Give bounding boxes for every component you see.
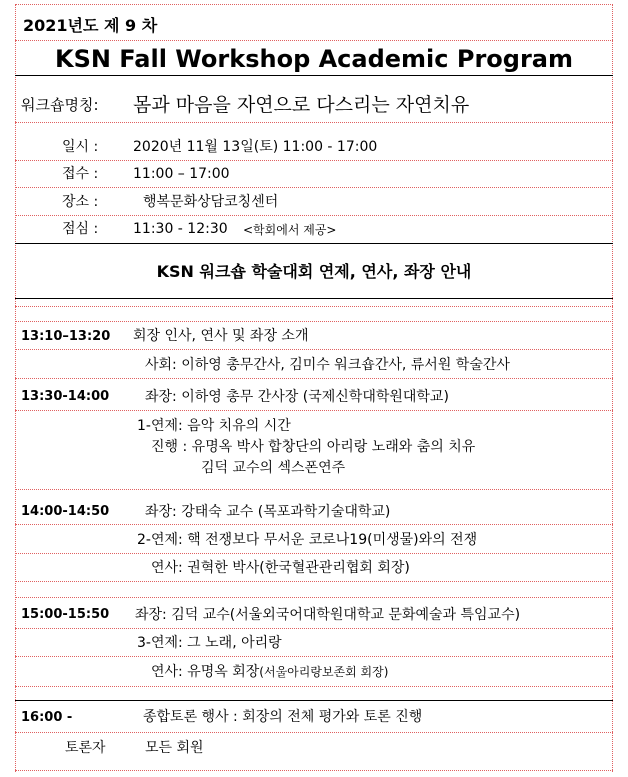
section-title: KSN 워크숍 학술대회 연제, 연사, 좌장 안내 (156, 262, 472, 281)
divider (15, 349, 613, 350)
divider (15, 40, 613, 41)
slot2-topic: 1-연제: 음악 치유의 시간 (137, 418, 291, 434)
slot1-line1: 회장 인사, 연사 및 좌장 소개 (133, 328, 309, 344)
venue-value: 행복문화상담코칭센터 (143, 194, 279, 210)
slot3-topic: 2-연제: 핵 전쟁보다 무서운 코로나19(미생물)와의 전쟁 (137, 532, 478, 548)
slot4-chair: 좌장: 김덕 교수(서울외국어대학원대학교 문화예술과 특임교수) (135, 607, 521, 623)
divider (15, 628, 613, 629)
divider (15, 321, 613, 322)
slot4-speaker-main: 연사: 유명옥 회장 (151, 664, 260, 680)
divider (15, 4, 613, 5)
divider (15, 122, 613, 123)
slot4-speaker-org: (서울아리랑보존회 회장) (259, 665, 389, 679)
slot3-chair: 좌장: 강태숙 교수 (목포과학기술대학교) (145, 504, 391, 520)
slot3-speaker: 연사: 권혁한 박사(한국혈관관리협회 회장) (151, 560, 410, 576)
divider (15, 656, 613, 657)
slot5-time: 16:00 - (21, 710, 73, 725)
slot2-host: 진행 : 유명옥 박사 합창단의 아리랑 노래와 춤의 치유 (151, 439, 476, 455)
workshop-program-document (15, 4, 613, 772)
registration-value: 11:00 – 17:00 (133, 166, 230, 182)
divider (15, 553, 613, 554)
workshop-name-label: 워크숍명칭: (21, 96, 99, 114)
slot2-chair: 좌장: 이하영 총무 간사장 (국제신학대학원대학교) (145, 389, 449, 405)
divider (15, 306, 613, 307)
divider (15, 410, 613, 411)
divider (15, 700, 613, 701)
slot4-speaker (151, 663, 388, 681)
divider (15, 581, 613, 582)
divider (15, 597, 613, 598)
venue-label: 장소 : (62, 194, 99, 210)
divider (15, 770, 613, 771)
divider (15, 686, 613, 687)
workshop-name-value: 몸과 마음을 자연으로 다스리는 자연치유 (133, 94, 470, 116)
lunch-label: 점심 : (62, 221, 99, 237)
year-session: 2021년도 제 9 차 (23, 16, 158, 35)
divider (15, 160, 613, 161)
divider (15, 489, 613, 490)
divider (15, 75, 613, 76)
date-value: 2020년 11월 13일(토) 11:00 - 17:00 (133, 139, 378, 155)
divider (15, 215, 613, 216)
registration-label: 접수 : (62, 166, 99, 182)
slot1-line2: 사회: 이하영 총무간사, 김미수 워크숍간사, 류서원 학술간사 (145, 357, 510, 373)
divider (15, 524, 613, 525)
divider (15, 378, 613, 379)
lunch-note: <학회에서 제공> (243, 223, 337, 237)
page-title: KSN Fall Workshop Academic Program (54, 45, 573, 73)
panel-label: 토론자 (65, 740, 106, 756)
slot2-host2: 김덕 교수의 섹스폰연주 (201, 460, 346, 476)
slot4-topic: 3-연제: 그 노래, 아리랑 (137, 635, 282, 651)
slot4-time: 15:00-15:50 (21, 607, 110, 622)
slot3-time: 14:00-14:50 (21, 504, 110, 519)
slot5-text: 종합토론 행사 : 회장의 전체 평가와 토론 진행 (143, 709, 423, 725)
date-label: 일시 : (62, 139, 99, 155)
lunch-value: 11:30 - 12:30 (133, 221, 228, 237)
divider (15, 243, 613, 244)
divider (15, 298, 613, 299)
slot1-time: 13:10–13:20 (21, 329, 111, 344)
divider (15, 732, 613, 733)
panel-value: 모든 회원 (145, 740, 204, 756)
slot2-time: 13:30-14:00 (21, 389, 110, 404)
divider (15, 187, 613, 188)
